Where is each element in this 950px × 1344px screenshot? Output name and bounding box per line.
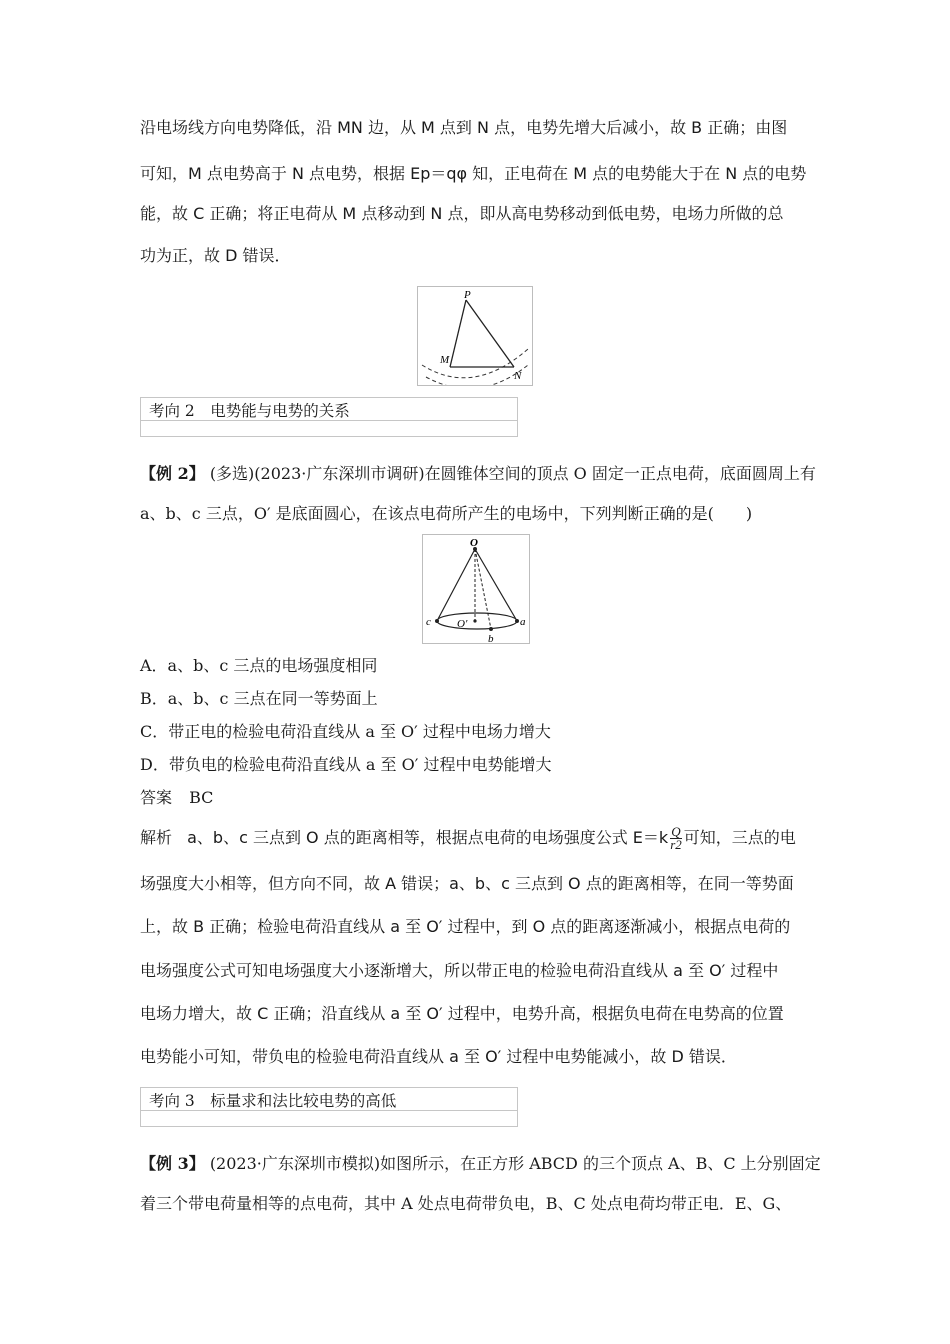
example3-line1 (140, 1153, 821, 1175)
figure-label-n: N (514, 370, 522, 382)
section-2-title: 考向 2 电势能与电势的关系 (149, 402, 350, 420)
figure-pmn (417, 286, 533, 386)
option-b: B．a、b、c 三点在同一等势面上 (140, 689, 378, 708)
cone-label-c: c (426, 616, 431, 628)
answer-label: 答案 (140, 788, 173, 807)
intro-line-1: 沿电场线方向电势降低，沿 MN 边，从 M 点到 N 点，电势先增大后减小，故 B 正确；由图 (140, 118, 788, 137)
example2-stem-line2: a、b、c 三点，O′ 是底面圆心，在该点电荷所产生的电场中，下列判断正确的是( ) (140, 504, 753, 523)
fraction-denominator: r2 (670, 837, 682, 852)
example2-source: (多选)(2023·广东深圳市调研) (209, 464, 425, 483)
example3-text1: (2023·广东深圳市模拟)如图所示，在正方形 ABCD 的三个顶点 A、B、C 上分别固定 (209, 1154, 821, 1173)
option-d: D．带负电的检验电荷沿直线从 a 至 O′ 过程中电势能增大 (140, 755, 552, 774)
figure-cone-drawing (423, 535, 529, 643)
example2-stem-line1 (140, 463, 816, 485)
cone-label-a: a (520, 616, 526, 628)
option-a: A．a、b、c 三点的电场强度相同 (140, 656, 378, 675)
analysis-line-3: 上，故 B 正确；检验电荷沿直线从 a 至 O′ 过程中，到 O 点的距离逐渐减小，根据点电荷的 (140, 917, 791, 936)
figure-cone (422, 534, 530, 644)
cone-label-o: O (470, 537, 478, 549)
figure-label-p: P (464, 289, 471, 301)
section-header-2 (140, 397, 518, 437)
analysis-line-2: 场强度大小相等，但方向不同，故 A 错误；a、b、c 三点到 O 点的距离相等，在同一等势面 (140, 874, 794, 893)
section-header-3 (140, 1087, 518, 1127)
section-3-title: 考向 3 标量求和法比较电势的高低 (149, 1092, 397, 1110)
answer-line (140, 787, 213, 809)
fraction-numerator: Q (671, 824, 681, 839)
analysis-line-1 (140, 826, 796, 851)
cone-label-b: b (488, 633, 494, 643)
figure-pmn-drawing (418, 287, 532, 385)
analysis-text-1a: a、b、c 三点到 O 点的距离相等，根据点电荷的电场强度公式 E＝k (187, 828, 669, 847)
intro-line-4: 功为正，故 D 错误． (140, 246, 291, 265)
analysis-line-4: 电场强度公式可知电场强度大小逐渐增大，所以带正电的检验电荷沿直线从 a 至 O′ 过程中 (140, 961, 779, 980)
example2-stem-text1: 在圆锥体空间的顶点 O 固定一正点电荷，底面圆周上有 (424, 464, 816, 483)
example3-tag: 【例 3】 (140, 1154, 205, 1173)
formula-fraction (670, 826, 682, 851)
intro-line-3: 能，故 C 正确；将正电荷从 M 点移动到 N 点，即从高电势移动到低电势，电场力所做的总 (140, 204, 784, 223)
analysis-line-5: 电场力增大，故 C 正确；沿直线从 a 至 O′ 过程中，电势升高，根据负电荷在电势高的位置 (140, 1004, 784, 1023)
analysis-text-1b: 可知，三点的电 (683, 828, 796, 847)
option-c: C．带正电的检验电荷沿直线从 a 至 O′ 过程中电场力增大 (140, 722, 551, 741)
figure-label-m: M (440, 354, 450, 366)
example2-tag: 【例 2】 (140, 464, 205, 483)
analysis-line-6: 电势能小可知，带负电的检验电荷沿直线从 a 至 O′ 过程中电势能减小，故 D 错误． (140, 1047, 737, 1066)
example3-line2: 着三个带电荷量相等的点电荷，其中 A 处点电荷带负电，B、C 处点电荷均带正电．E、G、 (140, 1194, 792, 1213)
answer-value: BC (189, 788, 214, 807)
intro-line-2: 可知，M 点电势高于 N 点电势，根据 Ep＝qφ 知，正电荷在 M 点的电势能大于在 N 点的电势 (140, 164, 807, 183)
analysis-label: 解析 (140, 828, 173, 847)
cone-label-o-prime: O′ (457, 618, 468, 630)
